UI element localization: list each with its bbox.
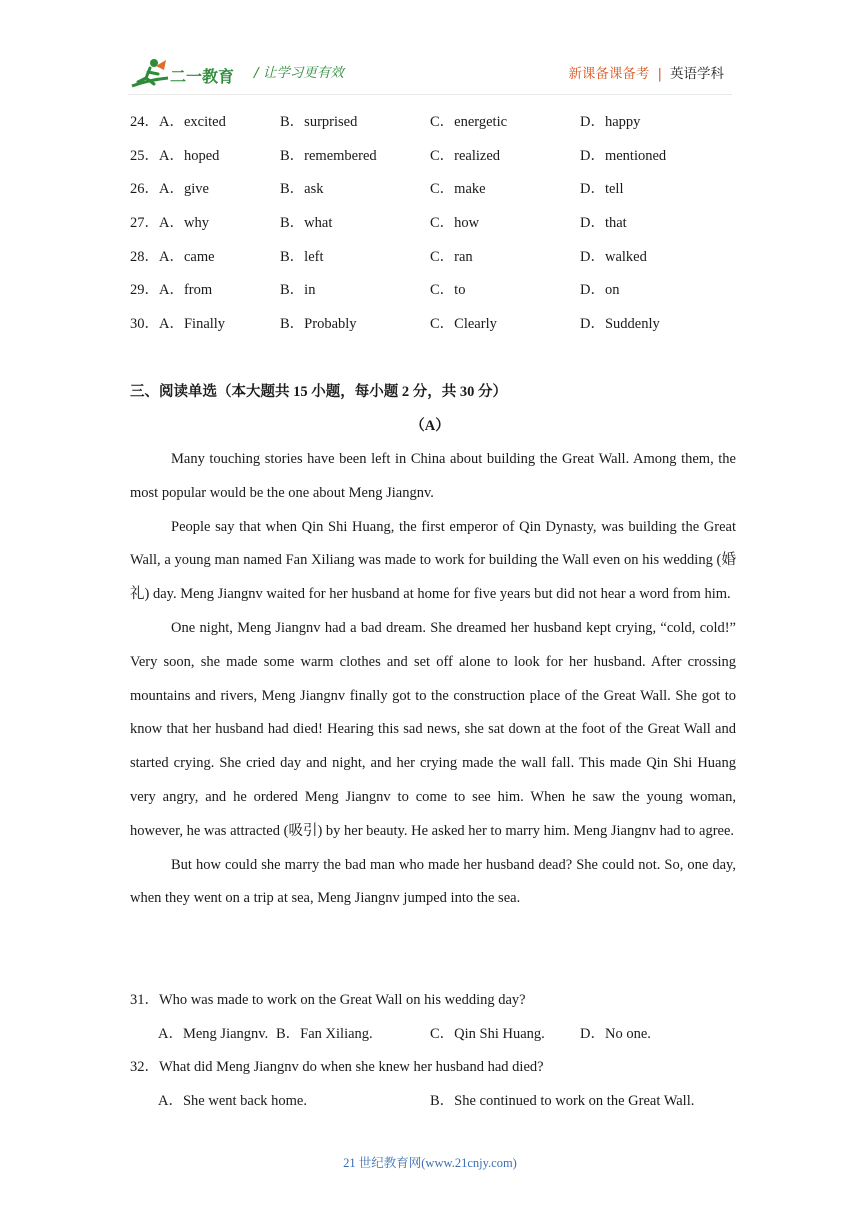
option-b: B．Probably [280,316,357,333]
subject-label-b: 英语学科 [670,66,724,82]
option-a: A．came [159,248,215,265]
option-row [130,209,740,243]
option-row [130,175,740,209]
option-row [130,243,740,277]
option-a: A．give [159,181,209,198]
option-d: D．happy [580,114,641,130]
option-b: B．what [280,215,333,232]
page-header [0,0,860,100]
header-divider [128,94,732,95]
option-d: D．Suddenly [580,316,660,333]
header-subject [568,62,724,82]
question-number: 30． [130,316,159,333]
option-row [130,108,740,142]
logo [128,56,243,90]
question-number: 26． [130,181,159,198]
option-c: C．to [430,282,466,299]
paragraph: One night, Meng Jiangnv had a bad dream. She dreamed her husband kept crying, “cold, cold!” Very soon, she made some warm clothes and set off alone to look for her husband. After crossing mountains and rivers, Meng Jiangnv finally got to the construction place of the Great Wall. She got to know that her husband had died! Hearing this sad news, she sat down at the foot of the Great Wall and started crying. She cried day and night, and her crying made the wall fall. This made Qin Shi Huang very angry, and he ordered Meng Jiangnv to come to see him. When he saw the young woman, however, he was attracted (吸引) by her beauty. He asked her to marry him. Meng Jiangnv had to agree. [130,619,736,839]
paragraph: Many touching stories have been left in China about building the Great Wall. Among them, the most popular would be the one about Meng Jiangnv. [130,451,736,501]
option-d: D．that [580,215,627,232]
option-c: C．energetic [430,114,508,130]
option-row [130,276,740,310]
page-footer: 21 世纪教育网(www.21cnjy.com) [343,1156,517,1170]
reading-passage [130,443,736,916]
question-number: 29． [130,282,159,299]
answer-option-a: A．Meng Jiangnv. [158,1026,269,1042]
option-d: D．mentioned [580,147,667,164]
option-a: A．Finally [159,316,226,333]
answer-option-b: B．She continued to work on the Great Wall. [430,1093,695,1109]
option-a: A．excited [159,114,226,130]
option-c: C．make [430,181,486,198]
option-c: C．how [430,215,480,232]
option-b: B．in [280,282,316,299]
option-c: C．realized [430,147,501,164]
option-d: D．on [580,282,620,299]
question-number: 27． [130,215,159,232]
cloze-options [130,108,740,344]
answer-option-b: B．Fan Xiliang. [276,1026,373,1042]
header-separator: | [657,66,662,82]
option-c: C．Clearly [430,316,497,333]
option-b: B．left [280,248,324,265]
option-b: B．ask [280,181,324,198]
logo-text: 二一教育 [170,67,235,86]
option-d: D．tell [580,181,624,198]
question-stem: 31．Who was made to work on the Great Wall on his wedding day? [130,992,526,1008]
option-a: A．hoped [159,147,220,164]
question-number: 28． [130,248,159,265]
passage-label: （A） [410,418,450,434]
option-row [130,310,740,344]
paragraph: But how could she marry the bad man who made her husband dead? She could not. So, one day, when they went on a trip at sea, Meng Jiangnv jumped into the sea. [130,856,736,907]
paragraph: People say that when Qin Shi Huang, the first emperor of Qin Dynasty, was building the Great Wall, a young man named Fan Xiliang was made to work for building the Wall even on his wedding (婚礼) day. Meng Jiangnv waited for her husband at home for five years but did not hear a word from him. [130,518,736,603]
option-row [130,142,740,176]
slogan: / 让学习更有效 [254,65,344,81]
question-number: 24． [130,114,159,130]
question-stem: 32．What did Meng Jiangnv do when she knew her husband had died? [130,1059,544,1075]
subject-label-a: 新课备课备考 [568,66,650,82]
answer-option-a: A．She went back home. [158,1093,307,1109]
option-b: B．surprised [280,114,358,130]
section-title: 三、阅读单选（本大题共 15 小题，每小题 2 分，共 30 分） [130,384,507,400]
option-d: D．walked [580,248,647,265]
option-b: B．remembered [280,147,377,164]
option-a: A．why [159,215,209,232]
answer-option-c: C．Qin Shi Huang. [430,1026,545,1042]
option-c: C．ran [430,248,473,265]
option-a: A．from [159,282,213,299]
answer-option-d: D．No one. [580,1026,651,1042]
question-number: 25． [130,147,159,164]
